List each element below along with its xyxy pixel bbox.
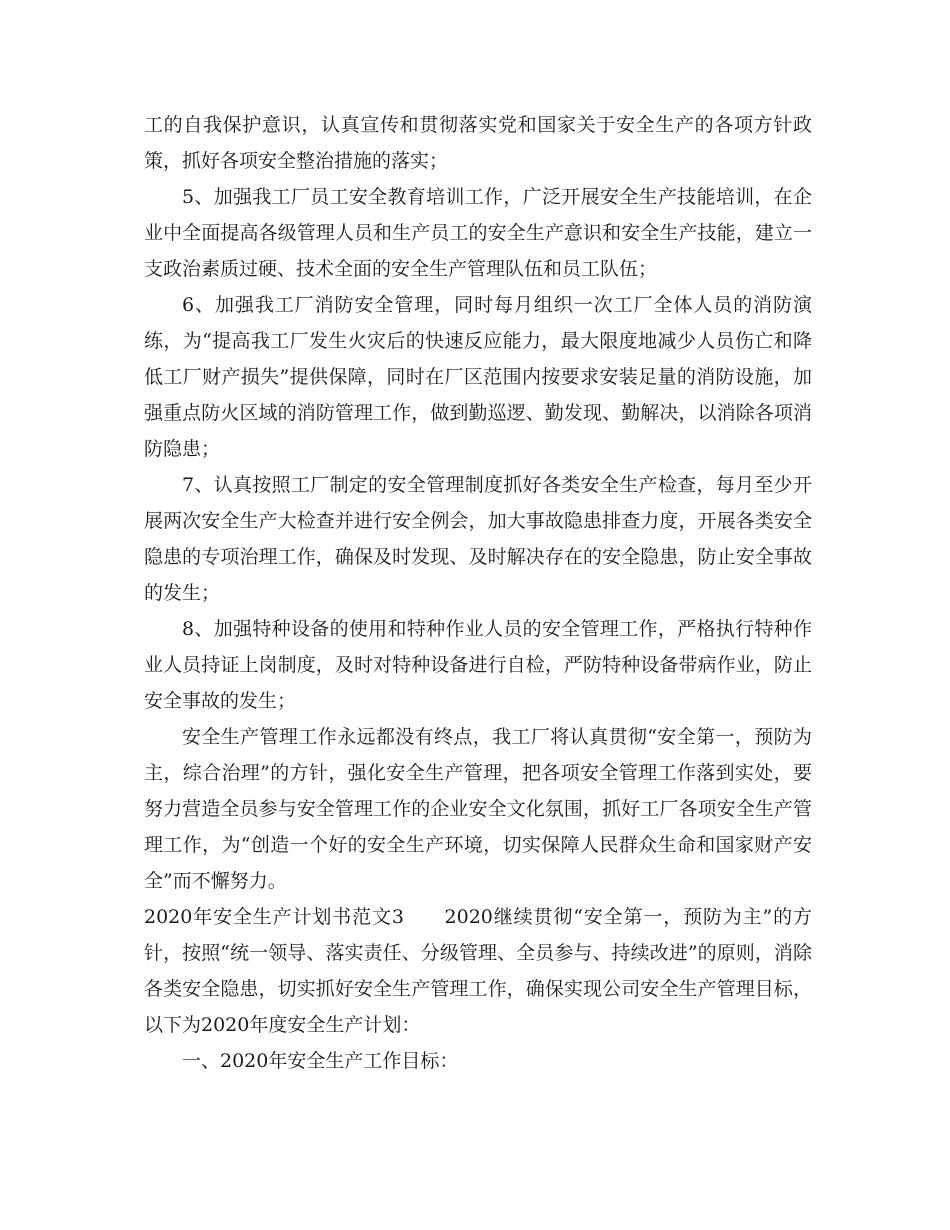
paragraph-3: 6、加强我工厂消防安全管理，同时每月组织一次工厂全体人员的消防演练，为“提高我工厂发生火灾后的快速反应能力，最大限度地减少人员伤亡和降低工厂财产损失”提供保障，同时在厂区范围内按要求安装足量的消防设施，加强重点防火区域的消防管理工作，做到勤巡逻、勤发现、勤解决，以消除各项消防隐患； (144, 294, 812, 460)
paragraph-6: 安全生产管理工作永远都没有终点，我工厂将认真贯彻“安全第一，预防为主，综合治理”的方针，强化安全生产管理，把各项安全管理工作落到实处，要努力营造全员参与安全管理工作的企业安全文化氛围，抓好工厂各项安全生产管理工作，为“创造一个好的安全生产环境，切实保障人民群众生命和国家财产安全”而不懈努力。 (144, 726, 812, 892)
paragraph-4: 7、认真按照工厂制定的安全管理制度抓好各类安全生产检查，每月至少开展两次安全生产大检查并进行安全例会，加大事故隐患排查力度，开展各类安全隐患的专项治理工作，确保及时发现、及时解决存在的安全隐患，防止安全事故的发生； (144, 474, 812, 604)
paragraph-8: 一、2020年安全生产工作目标： (182, 1050, 459, 1072)
document-body (144, 107, 812, 1079)
paragraph-1: 工的自我保护意识，认真宣传和贯彻落实党和国家关于安全生产的各项方针政策，抓好各项安全整治措施的落实； (144, 114, 812, 172)
paragraph-5: 8、加强特种设备的使用和特种作业人员的安全管理工作，严格执行特种作业人员持证上岗制度，及时对特种设备进行自检，严防特种设备带病作业，防止安全事故的发生； (144, 618, 812, 712)
paragraph-7: 2020年安全生产计划书范文3 2020继续贯彻“安全第一，预防为主”的方针，按照“统一领导、落实责任、分级管理、全员参与、持续改进”的原则，消除各类安全隐患，切实抓好安全生产管理工作，确保实现公司安全生产管理目标，以下为2020年度安全生产计划： (144, 906, 812, 1036)
paragraph-2: 5、加强我工厂员工安全教育培训工作，广泛开展安全生产技能培训，在企业中全面提高各级管理人员和生产员工的安全生产意识和安全生产技能，建立一支政治素质过硬、技术全面的安全生产管理队伍和员工队伍； (144, 186, 812, 280)
